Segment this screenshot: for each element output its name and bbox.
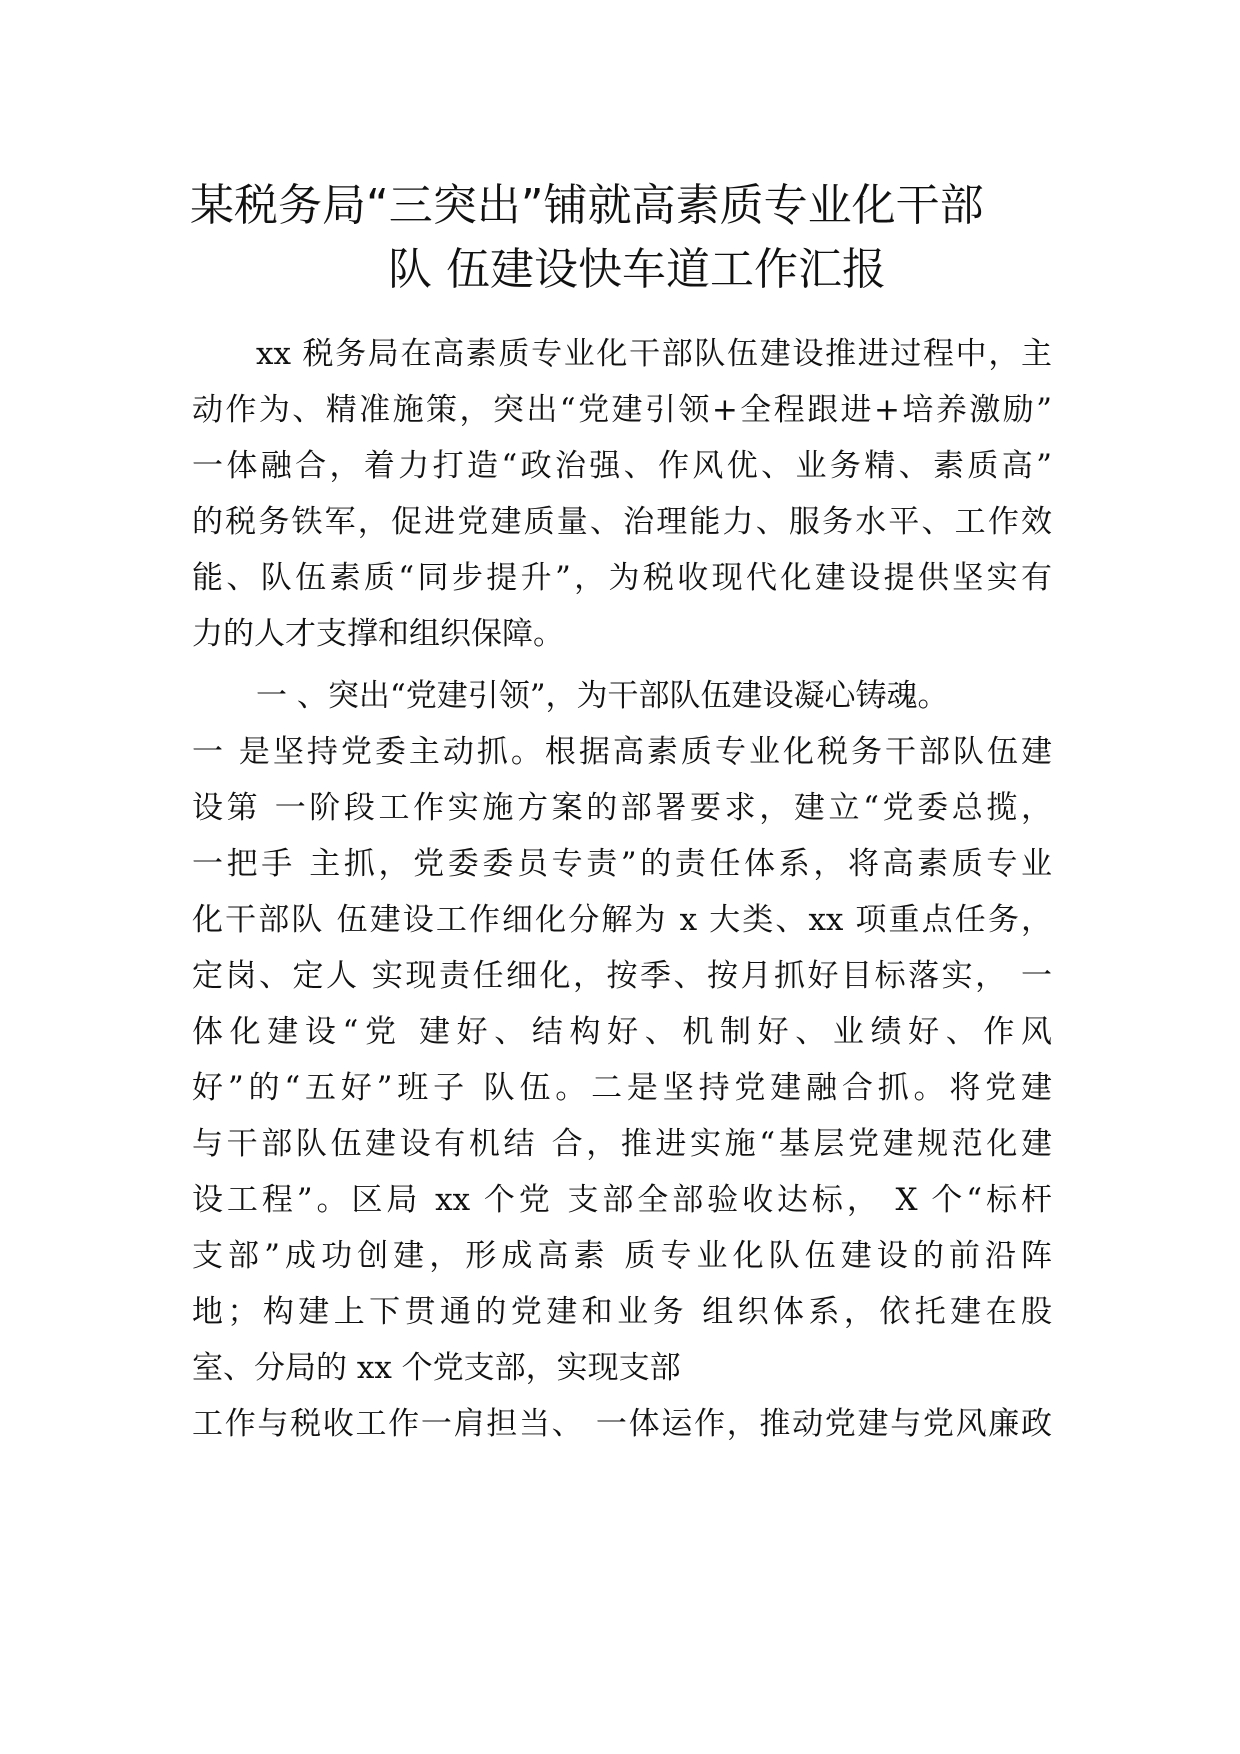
body-line: 化干部队 伍建设工作细化分解为 x 大类、xx 项重点任务， (192, 902, 1052, 938)
body-line: 能、队伍素质“同步提升”，为税收现代化建设提供坚实有 (192, 560, 1052, 596)
body-line: 设工程”。区局 xx 个党 支部全部验收达标， X 个“标杆 (192, 1182, 1052, 1218)
body-line: 与干部队伍建设有机结 合，推进实施“基层党建规范化建 (192, 1126, 1052, 1162)
document-title-line-2: 队 伍建设快车道工作汇报 (388, 244, 886, 295)
body-line: 的税务铁军，促进党建质量、治理能力、服务水平、工作效 (192, 504, 1052, 540)
body-line: 一把手 主抓，党委委员专责”的责任体系，将高素质专业 (192, 846, 1052, 882)
body-line: 体化建设“党 建好、结构好、机制好、业绩好、作风 (192, 1014, 1052, 1050)
body-line: 动作为、精准施策，突出“党建引领+全程跟进+培养激励” (192, 392, 1052, 428)
body-line: 地；构建上下贯通的党建和业务 组织体系，依托建在股 (192, 1294, 1052, 1330)
body-line: xx 税务局在高素质专业化干部队伍建设推进过程中，主 (256, 336, 1052, 372)
body-line: 一体融合，着力打造“政治强、作风优、业务精、素质高” (192, 448, 1052, 484)
body-line: 定岗、定人 实现责任细化，按季、按月抓好目标落实， 一 (192, 958, 1052, 994)
document-title-line-1: 某税务局“三突出”铺就高素质专业化干部 (190, 180, 984, 231)
body-line: 力的人才支撑和组织保障。 (192, 616, 564, 652)
body-line: 设第 一阶段工作实施方案的部署要求，建立“党委总揽， (192, 790, 1052, 826)
body-line: 好”的“五好”班子 队伍。二是坚持党建融合抓。将党建 (192, 1070, 1052, 1106)
body-line: 室、分局的 xx 个党支部，实现支部 (192, 1350, 681, 1386)
section-heading: 一 、突出“党建引领”，为干部队伍建设凝心铸魂。 (256, 678, 949, 714)
body-line: 工作与税收工作一肩担当、 一体运作，推动党建与党风廉政 (192, 1406, 1052, 1442)
body-line: 支部”成功创建，形成高素 质专业化队伍建设的前沿阵 (192, 1238, 1052, 1274)
body-line: 一 是坚持党委主动抓。根据高素质专业化税务干部队伍建 (192, 734, 1052, 770)
